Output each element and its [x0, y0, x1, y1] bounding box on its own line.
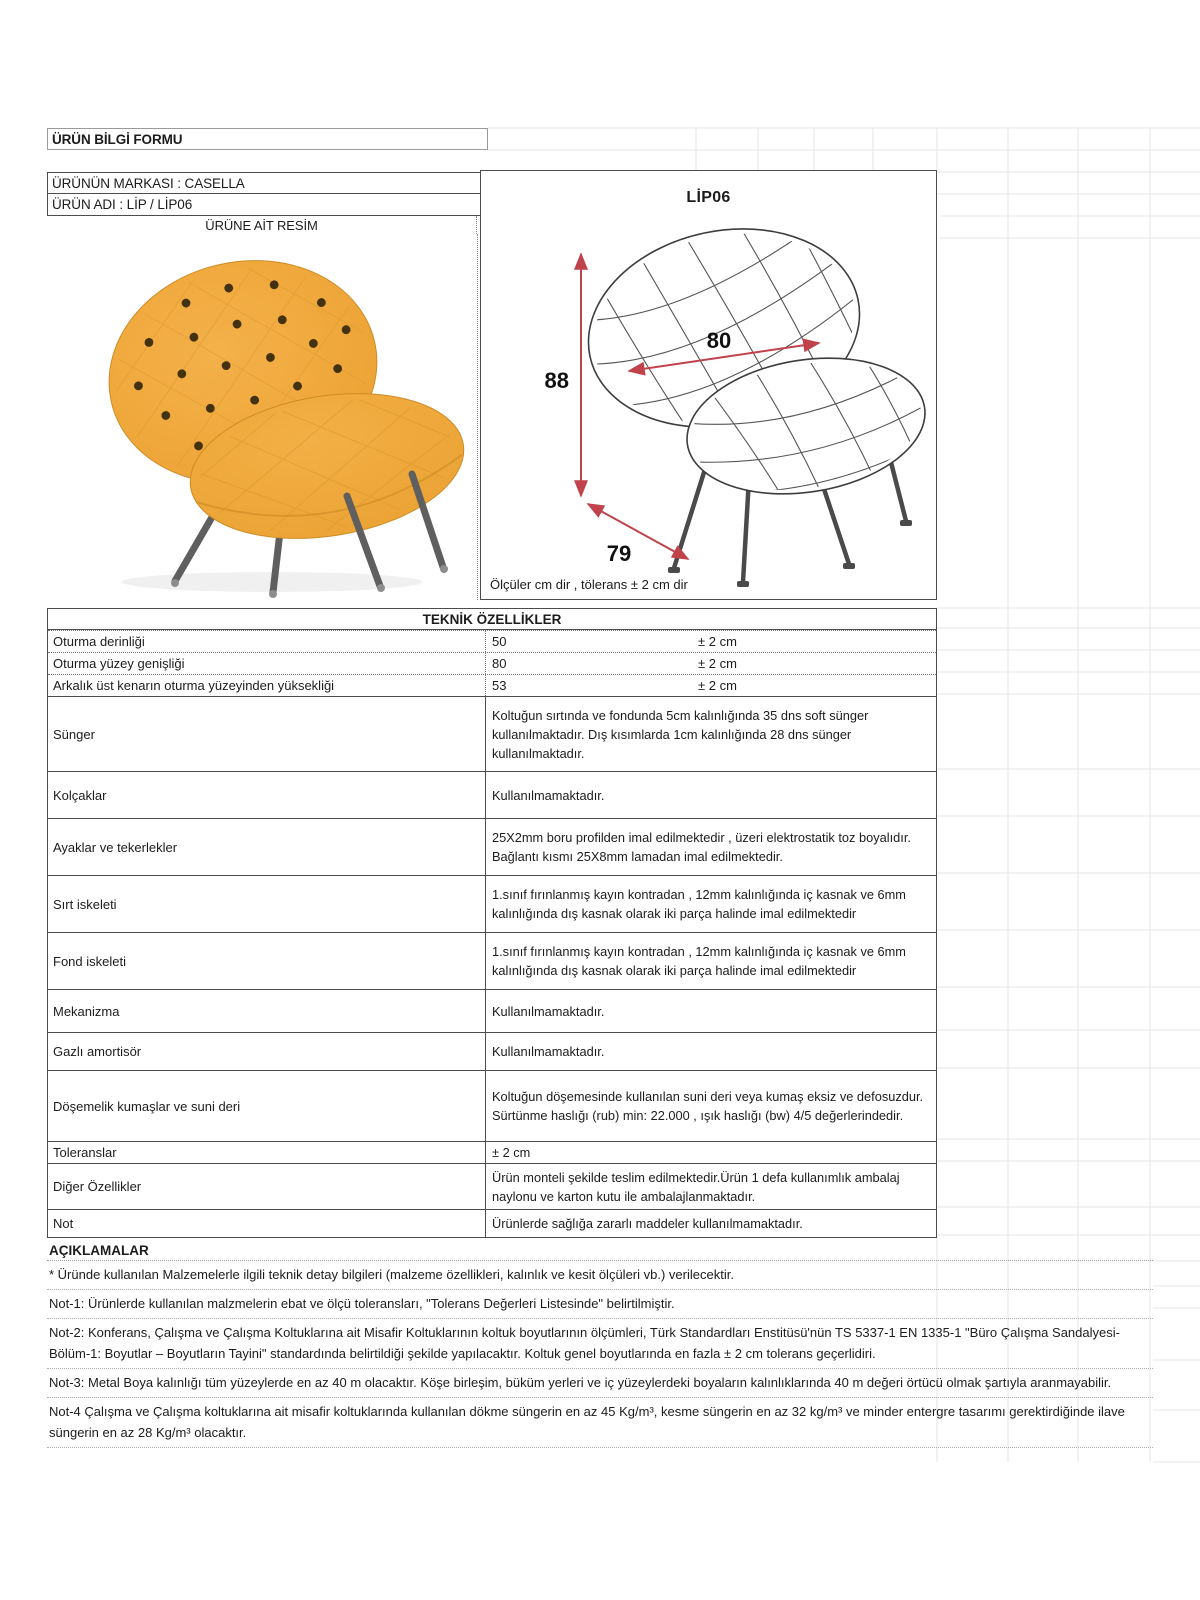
image-caption: ÜRÜNE AİT RESİM	[47, 216, 477, 234]
drawing-measure-note: Ölçüler cm dir , tölerans ± 2 cm dir	[490, 577, 688, 592]
spec-label: Oturma yüzey genişliği	[48, 653, 486, 674]
spec-value: 53	[492, 678, 507, 693]
spec-value-wrap	[486, 1071, 936, 1141]
spec-value: ± 2 cm	[492, 1145, 531, 1160]
spec-row	[48, 630, 936, 652]
spec-value-wrap	[486, 653, 936, 674]
technical-drawing	[481, 216, 935, 596]
spec-row	[48, 875, 936, 932]
specs-title: TEKNİK ÖZELLİKLER	[48, 609, 936, 630]
spec-label: Diğer Özellikler	[48, 1164, 486, 1209]
spec-label: Sırt iskeleti	[48, 876, 486, 932]
product-photo-chair	[47, 234, 477, 600]
spec-row	[48, 674, 936, 696]
spec-value: Kullanılmamaktadır.	[492, 1003, 605, 1019]
spec-label: Döşemelik kumaşlar ve suni deri	[48, 1071, 486, 1141]
spec-tolerance: ± 2 cm	[698, 678, 737, 693]
spec-row	[48, 989, 936, 1032]
remark-note: Not-1: Ürünlerde kullanılan malzmelerin ebat ve ölçü toleransları, "Tolerans Değerleri Listesinde" belirtilmiştir.	[47, 1290, 1153, 1319]
spec-label: Ayaklar ve tekerlekler	[48, 819, 486, 875]
spec-row	[48, 652, 936, 674]
spec-row	[48, 696, 936, 771]
spec-value-wrap	[486, 876, 936, 932]
spec-label: Kolçaklar	[48, 772, 486, 818]
spec-value: Kullanılmamaktadır.	[492, 1044, 605, 1059]
spec-tolerance: ± 2 cm	[698, 656, 737, 671]
spec-row	[48, 1141, 936, 1163]
product-name-row: ÜRÜN ADI : LİP / LİP06	[47, 194, 485, 216]
remark-note: Not-3: Metal Boya kalınlığı tüm yüzeylerde en az 40 m olacaktır. Köşe birleşim, büküm yerleri ve iç yüzeylerdeki boyaların kalınlıklarında 40 m değeri örtücü olmak şartıyla aranmayabilir.	[47, 1369, 1153, 1398]
spec-row	[48, 1032, 936, 1070]
drawing-title: LİP06	[686, 189, 731, 206]
spec-value-wrap	[486, 1033, 936, 1070]
spec-row	[48, 818, 936, 875]
dim-width-label: 80	[706, 328, 732, 353]
spec-label: Mekanizma	[48, 990, 486, 1032]
spec-value-wrap	[486, 990, 936, 1032]
technical-drawing-box	[480, 170, 937, 600]
spec-label: Oturma derinliği	[48, 631, 486, 652]
remarks-notes	[47, 1261, 1153, 1448]
spec-value: Koltuğun döşemesinde kullanılan suni deri veya kumaş eksiz ve defosuzdur. Sürtünme haslığı (rub) min: 22.000 , ışık haslığı (bw) 4/5 değerlerindedir.	[492, 1089, 924, 1123]
dim-depth-label: 79	[606, 541, 632, 566]
product-photo-box	[47, 234, 478, 600]
spec-value-wrap	[486, 933, 936, 989]
spec-rows	[48, 630, 936, 1237]
remark-note: * Üründe kullanılan Malzemelerle ilgili teknik detay bilgileri (malzeme özellikleri, kalınlık ve kesit ölçüleri vb.) verilecektir.	[47, 1261, 1153, 1290]
spec-label: Toleranslar	[48, 1142, 486, 1163]
brand-row: ÜRÜNÜN MARKASI : CASELLA	[47, 172, 485, 194]
spec-tolerance: ± 2 cm	[698, 634, 737, 649]
spec-row	[48, 1070, 936, 1141]
spec-label: Fond iskeleti	[48, 933, 486, 989]
spec-value: 1.sınıf fırınlanmış kayın kontradan , 12mm kalınlığında iç kasnak ve 6mm kalınlığında dış kasnak olarak iki parça halinde imal edilmektedir	[492, 944, 906, 978]
spec-value: 50	[492, 634, 507, 649]
spec-value-wrap	[486, 1210, 936, 1237]
spec-value: Koltuğun sırtında ve fondunda 5cm kalınlığında 35 dns soft sünger kullanılmaktadır. Dış kısımlarda 1cm kalınlığında 28 dns sünger kullanılmaktadır.	[492, 707, 869, 761]
spec-value-wrap	[486, 1142, 936, 1163]
spec-row	[48, 932, 936, 989]
spec-value: Ürün monteli şekilde teslim edilmektedir.Ürün 1 defa kullanımlık ambalaj naylonu ve karton kutu ile ambalajlanmaktadır.	[492, 1169, 900, 1204]
remark-note: Not-2: Konferans, Çalışma ve Çalışma Koltuklarına ait Misafir Koltuklarının koltuk boyutlarının ölçümleri, Türk Standardları Enstitüsü'nün TS 5337-1 EN 1335-1 "Büro Çalışma Sandalyesi- Bölüm-1: Boyutlar – Boyutların Tayini" standardında belirtildiği şekilde yapılacaktır. Koltuk genel boyutlarında en fazla ± 2 cm tolerans geçerlidiri.	[47, 1319, 1153, 1369]
spec-label: Sünger	[48, 697, 486, 771]
spec-row	[48, 771, 936, 818]
spec-label: Not	[48, 1210, 486, 1237]
remarks-title: AÇIKLAMALAR	[47, 1240, 1153, 1261]
spec-label: Gazlı amortisör	[48, 1033, 486, 1070]
form-title: ÜRÜN BİLGİ FORMU	[47, 128, 488, 150]
technical-specs-table	[47, 608, 937, 1238]
remark-note: Not-4 Çalışma ve Çalışma koltuklarına ait misafir koltuklarında kullanılan dökme süngerin en az 45 Kg/m³, kesme süngerin en az 32 kg/m³ ve minder entergre tasarımı gerektirdiğinde ilave süngerin en az 28 Kg/m³ olacaktır.	[47, 1398, 1153, 1448]
spec-value-wrap	[486, 697, 936, 771]
spec-value: 25X2mm boru profilden imal edilmektedir , üzeri elektrostatik toz boyalıdır. Bağlantı kısmı 25X8mm lamadan imal edilmektedir.	[492, 830, 911, 864]
dim-height-label: 88	[544, 368, 569, 393]
spec-row	[48, 1163, 936, 1209]
spec-value-wrap	[486, 675, 936, 696]
spec-value: 80	[492, 656, 507, 671]
spec-row	[48, 1209, 936, 1237]
spec-value-wrap	[486, 772, 936, 818]
spec-value-wrap	[486, 819, 936, 875]
spec-value-wrap	[486, 1164, 936, 1209]
spec-value-wrap	[486, 631, 936, 652]
spec-label: Arkalık üst kenarın oturma yüzeyinden yüksekliği	[48, 675, 486, 696]
spec-value: Ürünlerde sağlığa zararlı maddeler kullanılmamaktadır.	[492, 1216, 803, 1231]
spec-value: 1.sınıf fırınlanmış kayın kontradan , 12mm kalınlığında iç kasnak ve 6mm kalınlığında dış kasnak olarak iki parça halinde imal edilmektedir	[492, 887, 906, 921]
spec-value: Kullanılmamaktadır.	[492, 787, 605, 803]
